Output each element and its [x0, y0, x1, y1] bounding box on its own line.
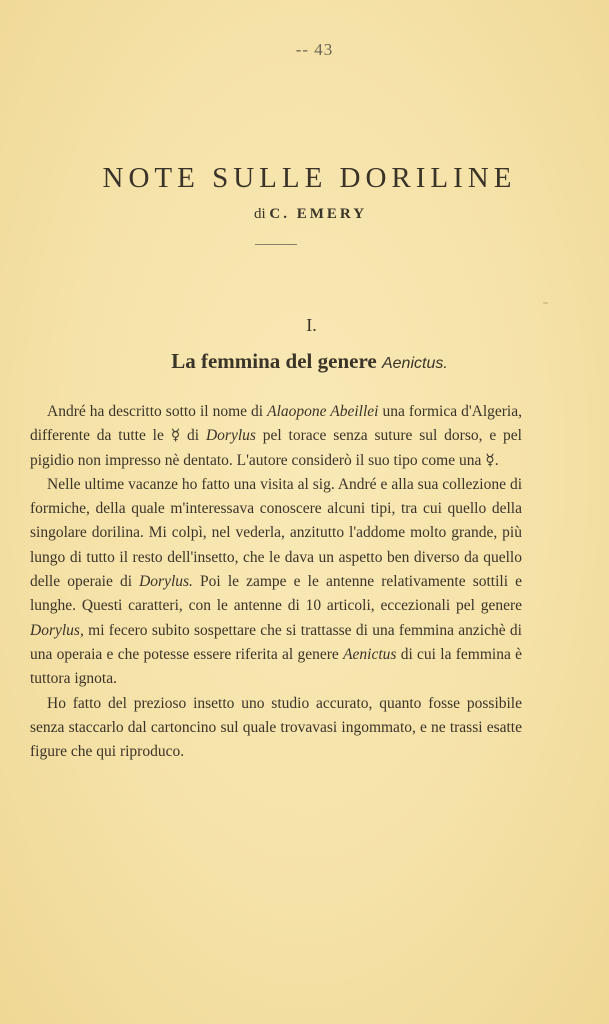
paragraph-3 — [30, 692, 522, 765]
author-name: C. EMERY — [269, 206, 368, 222]
body-text — [30, 400, 522, 764]
page-number: -- 43 — [295, 40, 334, 59]
paragraph-2-text: mi fecero subito sospettare che si trattasse di una femmina anzichè di una operaia e che potesse essere riferita al genere — [30, 621, 522, 663]
paper-speck — [543, 302, 548, 304]
section-title — [0, 349, 609, 374]
paragraph-3-text: Ho fatto del prezioso insetto uno studio accurato, quanto fosse possibile senza staccarlo dal cartoncino sul quale trovavasi ingommato, e ne trassi esatte figure che qui riproduco. — [30, 694, 522, 761]
genus-name: Dorylus. — [139, 573, 193, 591]
section-title-genus: Aenictus. — [381, 355, 448, 372]
title-divider — [255, 244, 297, 245]
section-number: I. — [306, 315, 317, 335]
genus-name: Dorylus — [205, 427, 256, 445]
paragraph-1-text: André ha descritto sotto il nome di — [47, 403, 268, 420]
paragraph-1 — [30, 400, 522, 473]
paragraph-2-text: di cui la femmina è tuttora ignota. — [30, 645, 522, 688]
paragraph-2 — [30, 473, 522, 692]
paragraph-1-text: una formica d'Algeria, differente da tutte le ☿ di — [30, 403, 522, 445]
species-name: Alaopone Abeillei — [267, 403, 379, 420]
paragraph-2-text: Nelle ultime vacanze ho fatto una visita al sig. André e alla sua collezione di formiche, della quale m'interessava conoscere alcuni tipi, tra cui quello della singolare dorilina. Mi colpì, nel vederla, anzitutto l'addome molto grande, più lungo di tutto il resto dell'insetto, che le dava un aspetto ben diverso da quello delle operaie di — [30, 475, 522, 591]
author-prefix: di — [253, 206, 266, 222]
paragraph-2-text: Poi le zampe e le antenne relativamente sottili e lunghe. Questi caratteri, con le antenne di 10 articoli, eccezionali pel genere — [30, 573, 522, 615]
paragraph-1-text: pel torace senza suture sul dorso, e pel pigidio non impresso nè dentato. L'autore considerò il suo tipo come una ☿. — [30, 427, 522, 469]
article-title: NOTE SULLE DORILINE — [102, 162, 517, 194]
genus-name: Dorylus, — [30, 621, 84, 639]
section-title-text: La femmina del genere — [171, 349, 377, 373]
genus-name: Aenictus — [343, 645, 397, 663]
author-line — [0, 206, 609, 223]
